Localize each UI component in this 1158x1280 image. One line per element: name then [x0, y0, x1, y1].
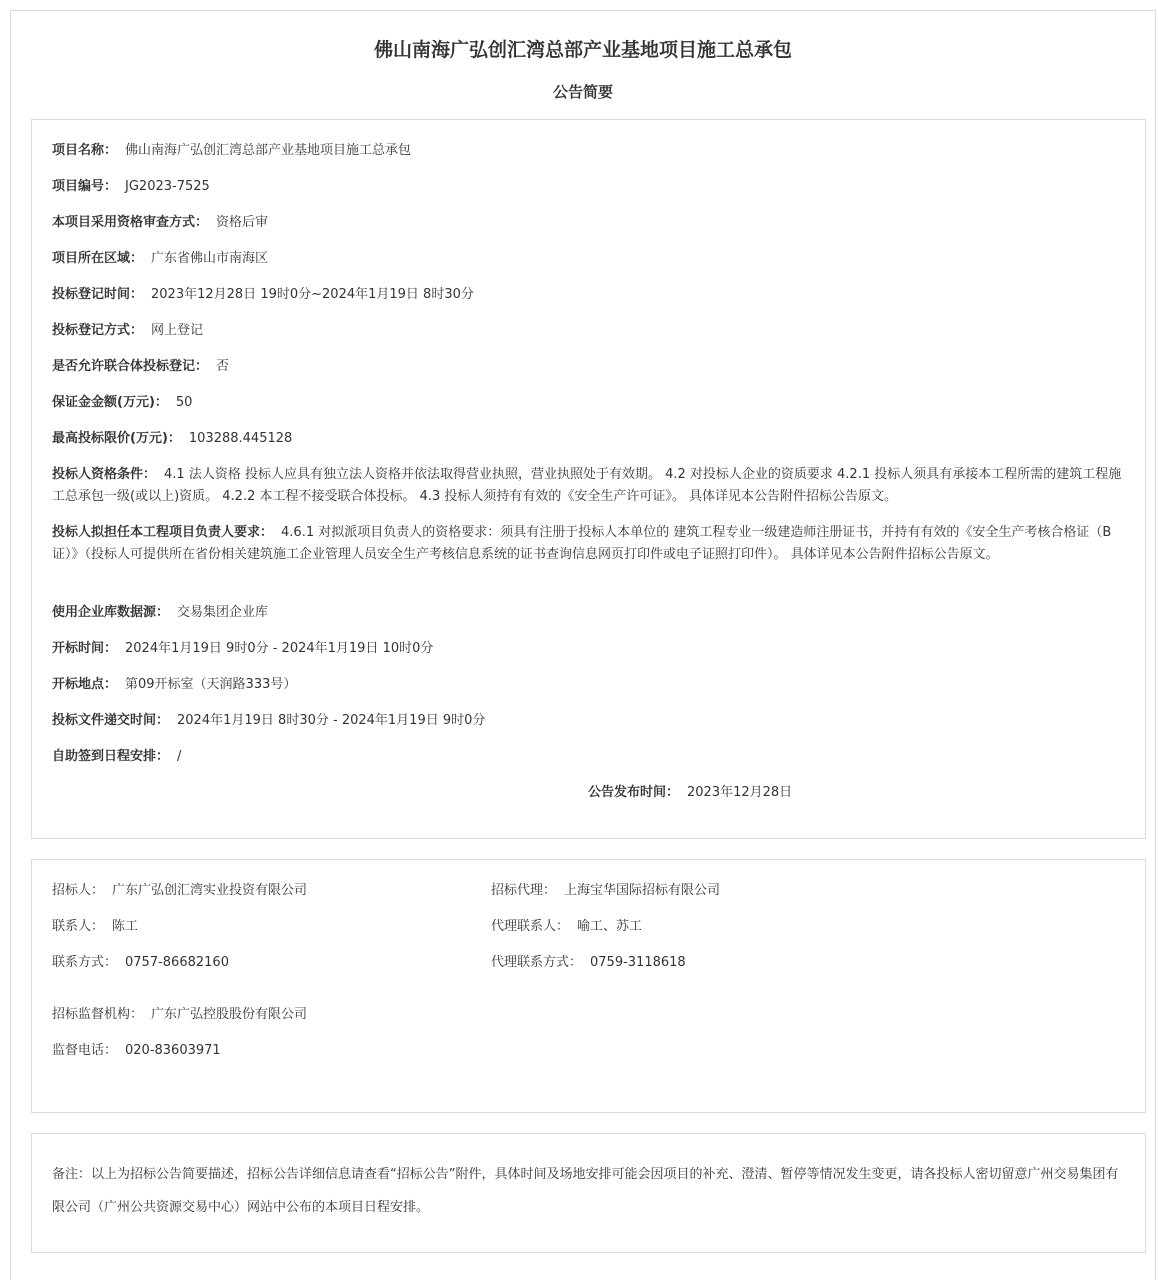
note-text: 备注：以上为招标公告简要描述，招标公告详细信息请查看“招标公告”附件，具体时间及场地安排可能会因项目的补充、澄清、暂停等情况发生变更，请各投标人密切留意广州交易集团有限公司（广州公共资源交易中心）网站中公布的本项目日程安排。 — [52, 1167, 1119, 1215]
field-contact-phone: 联系方式： 0757-86682160 — [52, 955, 229, 970]
summary-panel — [31, 119, 1146, 839]
field-bid-opening-location: 开标地点： 第09开标室（天润路333号） — [52, 677, 297, 692]
field-registration-method: 投标登记方式： 网上登记 — [52, 323, 204, 338]
page-subtitle: 公告简要 — [552, 83, 613, 101]
field-agency: 招标代理： 上海宝华国际招标有限公司 — [491, 883, 721, 898]
note-panel — [31, 1133, 1146, 1253]
field-max-bid-price: 最高投标限价(万元)： 103288.445128 — [52, 431, 293, 446]
field-region: 项目所在区域： 广东省佛山市南海区 — [52, 251, 269, 266]
field-supervision-agency: 招标监督机构： 广东广弘控股股份有限公司 — [52, 1007, 308, 1022]
publish-date: 公告发布时间： 2023年12月28日 — [588, 785, 793, 800]
field-project-name: 项目名称： 佛山南海广弘创汇湾总部产业基地项目施工总承包 — [52, 143, 412, 158]
announcement-page — [10, 10, 1156, 1280]
field-submission-time: 投标文件递交时间： 2024年1月19日 8时30分 - 2024年1月19日 9时0分 — [52, 713, 486, 728]
field-contact-person: 联系人： 陈工 — [52, 919, 139, 934]
field-enterprise-database: 使用企业库数据源： 交易集团企业库 — [52, 605, 269, 620]
field-agency-contact: 代理联系人： 喻工、苏工 — [491, 919, 643, 934]
field-deposit-amount: 保证金金额(万元)： 50 — [52, 395, 193, 410]
field-tenderer: 招标人： 广东广弘创汇湾实业投资有限公司 — [52, 883, 308, 898]
field-supervision-phone: 监督电话： 020-83603971 — [52, 1043, 221, 1058]
field-bid-opening-time: 开标时间： 2024年1月19日 9时0分 - 2024年1月19日 10时0分 — [52, 641, 434, 656]
field-registration-time: 投标登记时间： 2023年12月28日 19时0分~2024年1月19日 8时30分 — [52, 287, 474, 302]
field-bidder-qualification: 投标人资格条件： 4.1 法人资格 投标人应具有独立法人资格并依法取得营业执照，营业执照处于有效期。 4.2 对投标人企业的资质要求 4.2.1 投标人须具有承接本工程所需的建筑工程施工总承包一级(或以上)资质。 4.2.2 本工程不接受联合体投标。 4.3 投标人须持有有效的《安全生产许可证》。 具体详见本公告附件招标公告原文。 — [52, 467, 1122, 504]
field-consortium-allowed: 是否允许联合体投标登记： 否 — [52, 359, 230, 374]
page-title: 佛山南海广弘创汇湾总部产业基地项目施工总承包 — [373, 39, 792, 61]
field-qualification-review: 本项目采用资格审查方式： 资格后审 — [52, 215, 269, 230]
contacts-panel — [31, 859, 1146, 1113]
field-self-checkin-schedule: 自助签到日程安排： / — [52, 749, 182, 764]
field-agency-phone: 代理联系方式： 0759-3118618 — [491, 955, 686, 970]
field-project-number: 项目编号： JG2023-7525 — [52, 179, 210, 194]
field-project-manager-requirement: 投标人拟担任本工程项目负责人要求： 4.6.1 对拟派项目负责人的资格要求：须具有注册于投标人本单位的 建筑工程专业一级建造师注册证书，并持有有效的《安全生产考核合格证（B证）》（投标人可提供所在省份相关建筑施工企业管理人员安全生产考核信息系统的证书查询信息网页打印件或电子证照打印件）。 具体详见本公告附件招标公告原文。 — [52, 525, 1112, 562]
